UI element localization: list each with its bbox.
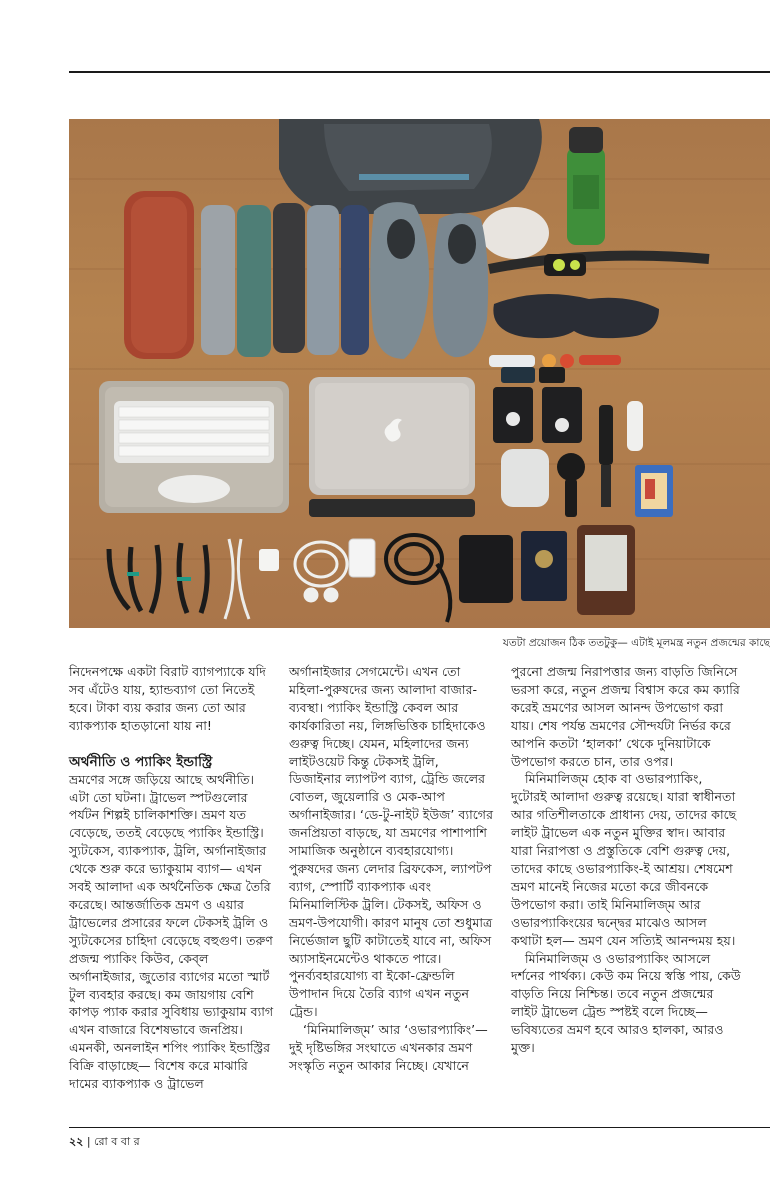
clothes-roll-icon — [124, 191, 369, 359]
microphone-icon — [557, 453, 585, 517]
paragraph: নিদেনপক্ষে একটা বিরাট ব্যাগপ্যাকে যদি সব এঁটেও যায়, হ্যান্ডব্যাগ তো নিতেই হবে। টাকা ব্যয় করার জন্য তো আর ব্যাকপ্যাক হাতড়ানো যায় না! — [69, 664, 266, 733]
mouse-icon — [158, 475, 230, 503]
passport-icon — [521, 531, 567, 601]
magazine-name: রো ব বা র — [94, 1135, 140, 1148]
paragraph: মিনিমালিজ্‌ম হোক বা ওভারপ্যাকিং, দুটোরই আলাদা গুরুত্ব রয়েছে। যারা স্বাধীনতা আর গতিশীলতাকে প্রাধান্য দেয়, তাদের কাছে লাইট ট্রাভেল এক নতুন মুক্তির স্বাদ। আবার যারা নিরাপত্তা ও প্রস্তুতিকে বেশি গুরুত্ব দেয়, তাদের কাছে ওভারপ্যাকিং-ই আশ্রয়। শেষমেশ ভ্রমণ মানেই নিজের মতো করে জীবনকে উপভোগ করা। তাই মিনিমালিজ্‌ম আর ওভারপ্যাকিংয়ের দ্বন্দ্বের মাঝেও আসল কথাটা হল— ভ্রমণ যেন সত্যিই আনন্দময় হয়। — [511, 771, 737, 948]
photo-caption: যতটা প্রয়োজন ঠিক ততটুকু— এটাই মূলমন্ত্র নতুন প্রজন্মের কাছে — [502, 637, 770, 649]
keyboard-icon — [114, 401, 274, 463]
backpack-icon — [279, 119, 542, 214]
laptop-icon — [309, 377, 475, 517]
power-bank-icon — [493, 367, 582, 443]
top-rule — [69, 71, 770, 73]
ereader-icon — [577, 525, 635, 615]
shoes-icon — [370, 202, 488, 359]
paragraph: অর্গানাইজার সেগমেন্টে। এখন তো মহিলা-পুরুষদের জন্য আলাদা বাজার-ব্যবস্থা। প্যাকিং ইন্ডাস্ট্রি কেবল আর কার্যকারিতা নয়, লিঙ্গভিত্তিক চাহিদাকেও গুরুত্ব দিচ্ছে। যেমন, মহিলাদের জন্য লাইটওয়েট কিন্তু টেকসই ট্রলি, ডিজাইনার ল্যাপটপ ব্যাগ, ট্রেন্ডি জলের বোতল, জুয়েলারি ও মেক-আপ অর্গানাইজার। ‘ডে-টু-নাইট ইউজ’ ব্যাগের জনপ্রিয়তা বাড়ছে, যা ভ্রমণের পাশাপাশি সামাজিক অনুষ্ঠানে ব্যবহারযোগ্য। পুরুষদের জন্য লেদার ব্রিফকেস, ল্যাপটপ ব্যাগ, স্পোর্টি ব্যাকপ্যাক এবং মিনিমালিস্টিক ট্রলি। টেকসই, অফিস ও ভ্রমণ-উপযোগী। কারণ মানুষ তো শুধুমাত্র নির্ভেজাল ছুটি কাটাতেই যাবে না, অফিস অ্যাসাইনমেন্টেও থাকতে পারে। পুনর্ব্যবহারযোগ্য বা ইকো-ফ্রেন্ডলি উপাদান দিয়ে তৈরি ব্যাগ এখন নতুন ট্রেন্ড। — [289, 664, 493, 1020]
wallet-icon — [459, 535, 513, 603]
water-bottle-icon — [567, 127, 605, 245]
sleep-mask-icon — [493, 294, 659, 338]
footer-separator: | — [86, 1135, 91, 1148]
article-column-3 — [511, 663, 741, 1057]
page-number: ২২ — [69, 1135, 84, 1148]
page-footer — [69, 1133, 140, 1152]
travel-flatlay-photo — [69, 119, 770, 628]
article-column-1 — [69, 663, 275, 1093]
cable-icon — [109, 543, 207, 613]
cards-icon — [635, 465, 673, 517]
paragraph: ভ্রমণের সঙ্গে জড়িয়ে আছে অর্থনীতি। এটা তো ঘটনা। ট্রাভেল স্পটগুলোর পর্যটন শিল্পই চালিকাশক্তি। ভ্রমণ যত বেড়েছে, ততই বেড়েছে প্যাকিং ইন্ডাস্ট্রি। স্যুটকেস, ব্যাকপ্যাক, ট্রলি, অর্গানাইজার থেকে শুরু করে ভ্যাকুয়াম ব্যাগ— এখন সবই আলাদা এক অর্থনৈতিক ক্ষেত্র তৈরি করেছে। আন্তর্জাতিক ভ্রমণ ও এয়ার ট্রাভেলের প্রসারের ফলে টেকসই ট্রলি ও স্যুটকেসের চাহিদা বেড়েছে বহুগুণ। তরুণ প্রজন্ম প্যাকিং কিউব, কেব্‌ল অর্গানাইজার, জুতোর ব্যাগের মতো স্মার্ট টুল ব্যবহার করছে। কম জায়গায় বেশি কাপড় প্যাক করার সুবিধায় ভ্যাকুয়াম ব্যাগ এখন বাজারে বিশেষভাবে জনপ্রিয়। এমনকী, অনলাইন শপিং প্যাকিং ইন্ডাস্ট্রির বিক্রি বাড়াচ্ছে— বিশেষ করে মাঝারি দামের ব্যাকপ্যাক ও ট্রাভেল — [69, 771, 274, 1092]
paragraph: ‘মিনিমালিজ্‌ম’ আর ‘ওভারপ্যাকিং’— দুই দৃষ্টিভঙ্গির সংঘাতে এখনকার ভ্রমণ সংস্কৃতি নতুন আকার নিচ্ছে। যেখানে — [289, 1022, 488, 1073]
paragraph: মিনিমালিজ্‌ম ও ওভারপ্যাকিং আসলে দর্শনের পার্থক্য। কেউ কম নিয়ে স্বস্তি পায়, কেউ বাড়তি নিয়ে নিশ্চিন্ত। তবে নতুন প্রজন্মের লাইট ট্রাভেল ট্রেন্ড স্পষ্টই বলে দিচ্ছে— ভবিষ্যতের ভ্রমণ হবে আরও হালকা, আরও মুক্ত। — [511, 950, 741, 1056]
article-column-2 — [289, 663, 495, 1075]
earphones-icon — [295, 542, 347, 601]
paragraph: পুরনো প্রজন্ম নিরাপত্তার জন্য বাড়তি জিনিসে ভরসা করে, নতুন প্রজন্ম বিশ্বাস করে কম ক্যারি করেই ভ্রমণের আসল আনন্দ উপভোগ করা যায়। শেষ পর্যন্ত ভ্রমণের সৌন্দর্যটা নির্ভর করে আপনি কতটা ‘হালকা’ থেকে দুনিয়াটাকে উপভোগ করতে চান, তার ওপর। — [511, 664, 740, 769]
section-heading: অর্থনীতি ও প্যাকিং ইন্ডাস্ট্রি — [69, 753, 213, 770]
bottom-rule — [69, 1127, 770, 1128]
tripod-icon — [599, 405, 613, 507]
